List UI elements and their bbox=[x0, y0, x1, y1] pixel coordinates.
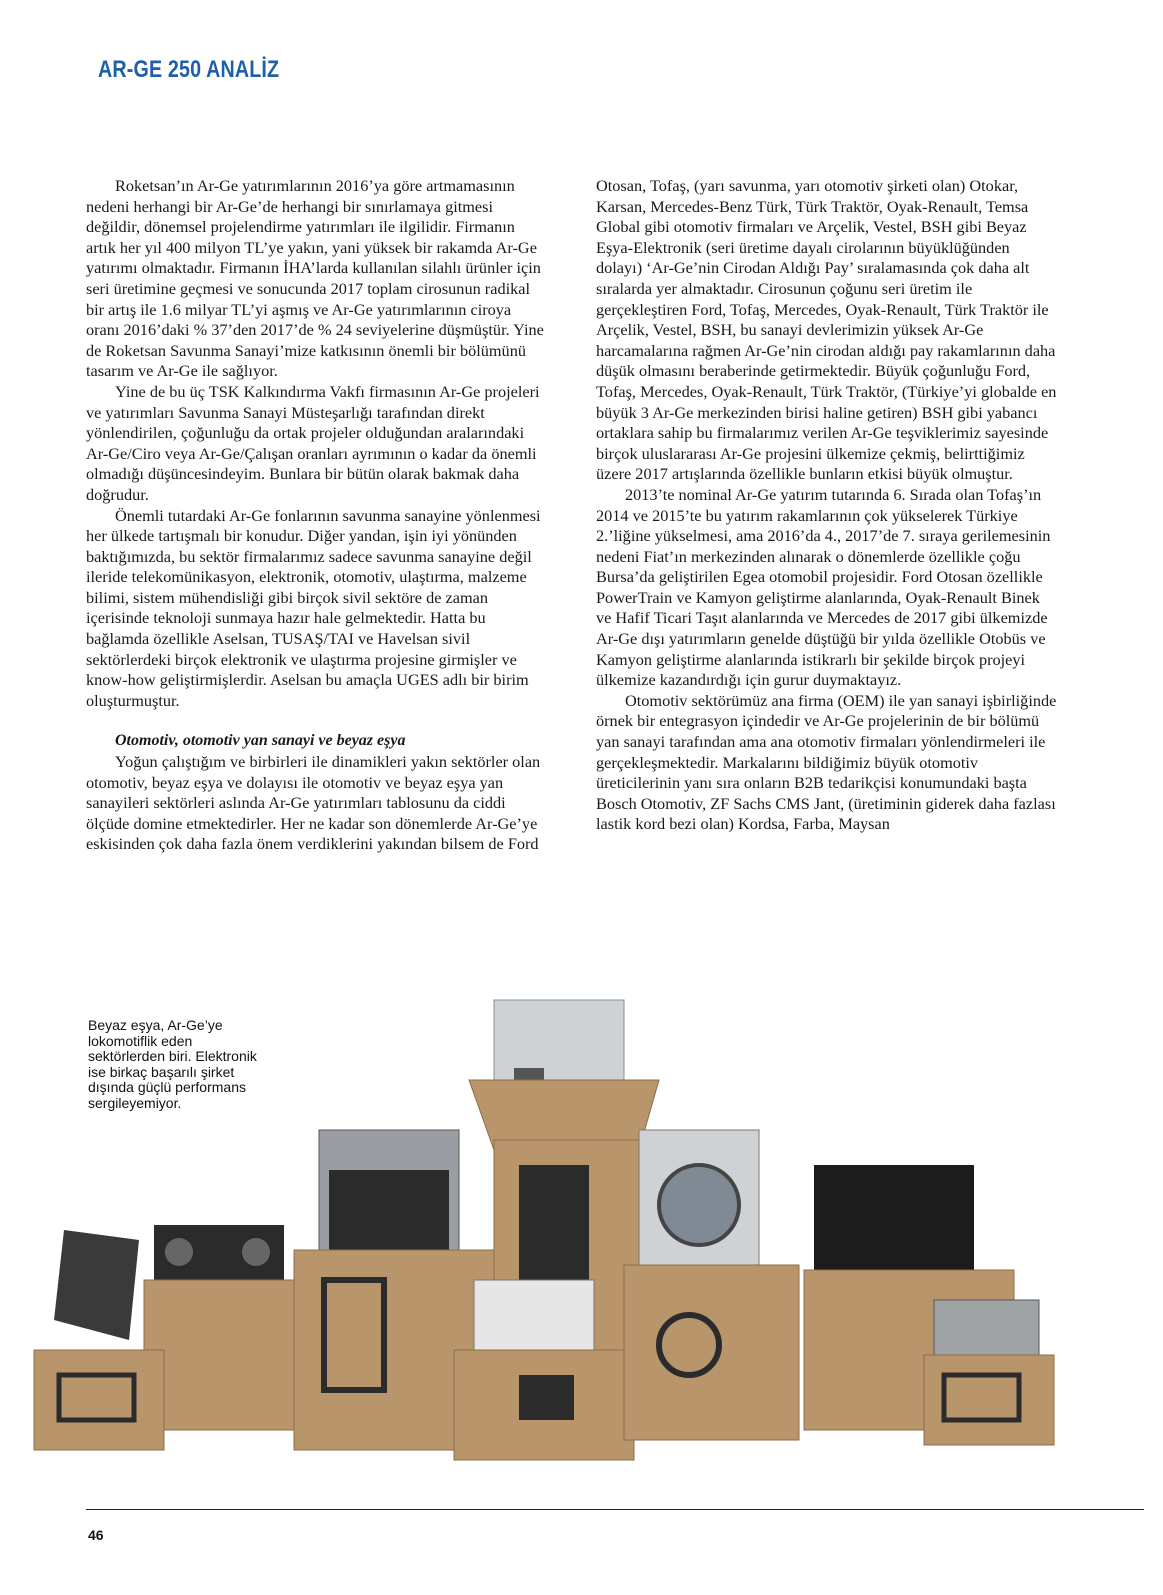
paragraph: Otomotiv sektörümüz ana firma (OEM) ile yan sanayi işbirliğinde örnek bir entegrasyon içindedir ve Ar-Ge projelerinin de bir bölümü yan sanayi tarafından ama ana otomotiv firmaları yönlendirmeleri ile gerçekleşmektedir. Markalarını bildiğimiz büyük otomotiv üreticilerinin yanı sıra onların B2B tedarikçisi konumundaki başta Bosch Otomotiv, ZF Sachs CMS Jant, (üretiminin giderek daha fazlası lastik kord bezi olan) Kordsa, Farba, Maysan bbox=[596, 690, 1057, 834]
speaker-box bbox=[144, 1280, 294, 1430]
microwave bbox=[934, 1300, 1039, 1355]
printer bbox=[474, 1280, 594, 1350]
printer-icon bbox=[519, 1375, 574, 1420]
paragraph: Önemli tutardaki Ar-Ge fonlarının savunma sanayine yönlenmesi her ülkede tartışmalı bir konudur. Diğer yandan, işin iyi yönünden baktığımızda, bu sektör firmalarımız sadece savunma sanayine değil ileride telekomünikasyon, elektronik, otomotiv, ulaştırma, malzeme bilimi, sistem mühendisliği gibi birçok sivil sektöre de zaman içerisinde teknoloji sunmaya hazır hale gelmektedir. Hatta bu bağlamda özellikle Aselsan, TUSAŞ/TAI ve Havelsan sivil sektörlerdeki birçok elektronik ve ulaştırma projesine girmişler ve know-how geliştirmişlerdir. Aselsan bu amaçla UGES adlı bir birim oluşturmuştur. bbox=[86, 505, 541, 710]
left-column bbox=[86, 176, 548, 855]
washer-door bbox=[659, 1165, 739, 1245]
paragraph: Yine de bu üç TSK Kalkındırma Vakfı firmasının Ar-Ge projeleri ve yatırımları Savunma Sanayi Müsteşarlığı tarafından direkt yönlendirilen, çoğunluğu da ortak projeler olduğundan aralarındaki Ar-Ge/Ciro veya Ar-Ge/Çalışan oranları ayrımının o kadar da önemli olmadığı düşüncesindeyim. Bunlara bir bütün olarak bakmak daha doğrudur. bbox=[86, 381, 540, 504]
right-column bbox=[596, 176, 1058, 835]
subheading: Otomotiv, otomotiv yan sanayi ve beyaz eşya bbox=[115, 732, 406, 750]
laptop bbox=[54, 1230, 139, 1340]
paragraph: Roketsan’ın Ar-Ge yatırımlarının 2016’ya göre artmamasının nedeni herhangi bir Ar-Ge’de herhangi bir sınırlamaya gitmesi değildir, dönemsel projelendirme yatırımları ile ilgilidir. Firmanın artık her yıl 400 milyon TL’ye yakın, yani yüksek bir rakamda Ar-Ge yatırımı olmaktadır. Firmanın İHA’larda kullanılan silahlı ürünler için seri üretimine geçmesi ve sonucunda 2017 toplam cirosunun radikal bir artış ile 1.6 milyar TL’yi aşmış ve Ar-Ge yatırımlarının ciroya oranı 2016’daki % 37’den 2017’de % 24 seviyelerine düşmüştür. Yine de Roketsan Savunma Sanayi’mize katkısının önemli bir bölümünü tasarım ve Ar-Ge ile sağlıyor. bbox=[86, 176, 544, 381]
figure-caption: Beyaz eşya, Ar-Ge’ye lokomotiflik eden sektörlerden biri. Elektronik ise birkaç başarılı şirket dışında güçlü performans sergileyemiyor. bbox=[88, 1017, 257, 1111]
paragraph: 2013’te nominal Ar-Ge yatırım tutarında 6. Sırada olan Tofaş’ın 2014 ve 2015’te bu yatırım rakamlarının çok yükselerek Türkiye 2.’liğine yükselmesi, ama 2016’da 4., 2017’de 7. sıraya gerilemesinin nedeni Fiat’ın merkezinden alınarak o dönemlerde özellikle çoğu Bursa’da geliştirilen Egea otomobil projesidir. Ford Otosan özellikle PowerTrain ve Kamyon geliştirme alanlarında, Oyak-Renault Binek ve Hafif Ticari Taşıt alanlarında ve Mercedes de 2017 gibi ülkemizde Ar-Ge dışı yatırımların genelde düştüğü bir yılda özellikle Otobüs ve Kamyon geliştirme alanlarında istikrarlı bir şekilde birçok projeyi ülkemize kazandırdığı için gurur duymaktayız. bbox=[596, 484, 1051, 690]
speaker-cone bbox=[165, 1238, 193, 1266]
footer-rule bbox=[86, 1509, 1144, 1510]
washer-box bbox=[624, 1265, 799, 1440]
television bbox=[814, 1165, 974, 1270]
section-title: AR-GE 250 ANALİZ bbox=[98, 56, 280, 83]
paragraph: Otosan, Tofaş, (yarı savunma, yarı otomotiv şirketi olan) Otokar, Karsan, Mercedes-Benz Türk, Türk Traktör, Oyak-Renault, Temsa Global gibi otomotiv firmaları ve Arçelik, Vestel, BSH gibi Beyaz Eşya-Elektronik (seri üretime dayalı cirolarının büyüklüğünden dolayı) ‘Ar-Ge’nin Cirodan Aldığı Pay’ sıralamasında çok daha alt sıralarda yer almaktadır. Cirosunun çoğunu seri üretim ile gerçekleştiren Ford, Tofaş, Mercedes, Oyak-Renault, Türk Traktör ile Arçelik, Vestel, BSH, bu sanayi devlerimizin yüksek Ar-Ge harcamalarına rağmen Ar-Ge’nin cirodan aldığı pay rakamlarının daha düşük olmasını beraberinde getirmektedir. Büyük çoğunluğu Ford, Tofaş, Mercedes, Oyak-Renault, Türk Traktör, (Türkiye’yi globalde en büyük 3 Ar-Ge merkezinden birisi haline getiren) BSH gibi yabancı ortaklara sahip bu firmalarımız verilen Ar-Ge teşviklerimiz sayesinde birçok uluslararası Ar-Ge projesini ülkemize çekmiş, belirttiğimiz üzere 2017 artışlarında özellikle bunların etkisi büyük olmuştur. bbox=[596, 176, 1057, 484]
paragraph: Yoğun çalıştığım ve birbirleri ile dinamikleri yakın sektörler olan otomotiv, beyaz eşya ve dolayısı ile otomotiv ve beyaz eşya yan sanayileri sektörleri aslında Ar-Ge yatırımları tablosunu da ciddi ölçüde domine etmektedirler. Her ne kadar son dönemlerde Ar-Ge’ye eskisinden çok daha fazla önem verdiklerini yakından bilsem de Ford bbox=[86, 752, 541, 854]
page-number: 46 bbox=[88, 1527, 104, 1543]
laptop-box bbox=[34, 1350, 164, 1450]
speaker-cone bbox=[242, 1238, 270, 1266]
fridge-icon bbox=[519, 1165, 589, 1295]
